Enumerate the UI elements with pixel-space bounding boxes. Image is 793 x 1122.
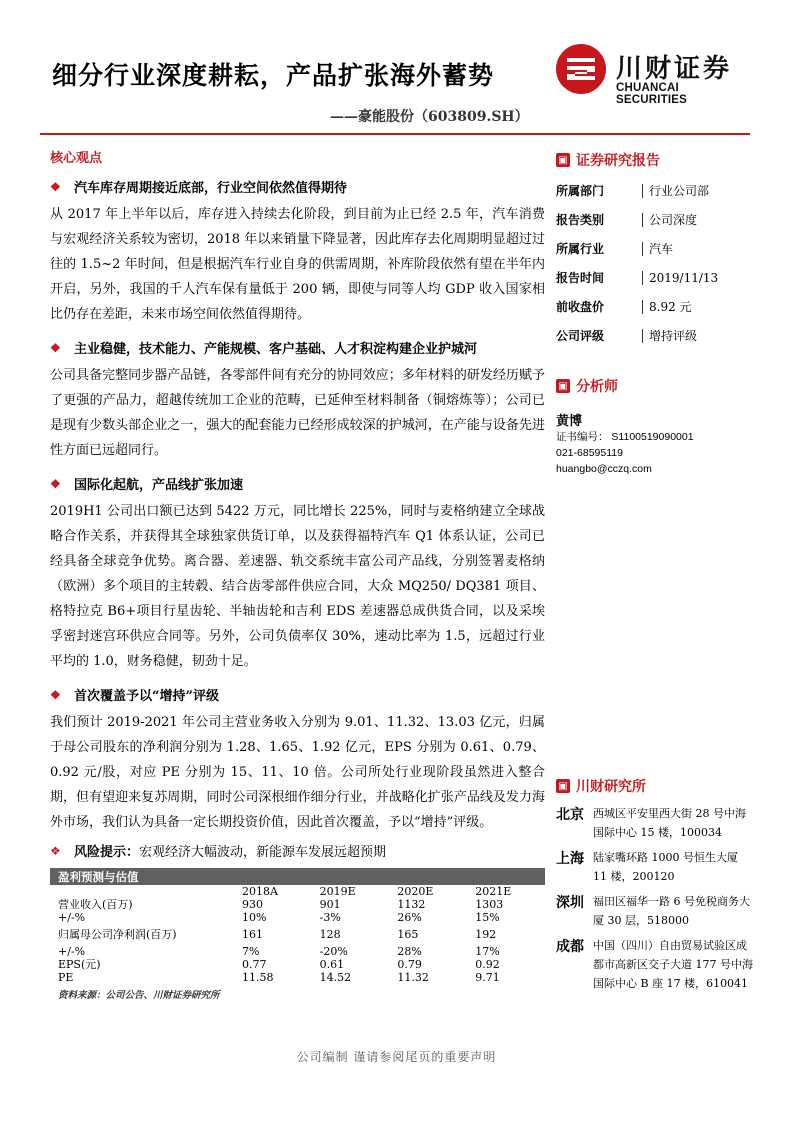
section-body: 2019H1 公司出口额已达到 5422 万元，同比增长 225%，同时与麦格纳建立全球战略合作关系，并获得其全球独家供货订单，以及获得福特汽车 Q1 体系认证，公司已经具备全球竞争优势。离合器、差速器、轨交系统丰富公司产品线，分别签署麦格纳（欧洲）多个项目的主转毂、结合齿零部件供应合同，大众 MQ250/ DQ381 项目、格特拉克 B6+项目行星齿轮、半轴齿轮和吉利 EDS 差速器总成供货合同，以及采埃孚密封迷宫环供应合同等。另外，公司负债率仅 30%，速动比率为 1.5，远超过行业平均的 1.0，财务稳健，韧劲十足。 xyxy=(50,504,545,669)
sidebar xyxy=(556,150,756,477)
office-item: 北京 西城区平安里西大街 28 号中海国际中心 15 楼，100034 xyxy=(556,807,746,839)
report-title: 细分行业深度耕耘，产品扩张海外蓄势 xyxy=(52,61,495,90)
section-heading xyxy=(50,338,545,357)
office-item: 上海 陆家嘴环路 1000 号恒生大厦 11 楼，200120 xyxy=(556,851,738,883)
table-header-row xyxy=(50,885,545,898)
column-header: 2020E xyxy=(397,885,434,898)
research-heading: ▣ 川财研究所 xyxy=(556,776,756,796)
table-row: +/-% 7% -20% 28% 17% xyxy=(58,945,500,958)
logo-chinese-name: 川财证券 xyxy=(616,54,733,84)
brand-logo xyxy=(556,44,746,106)
office-item: 深圳 福田区福华一路 6 号免税商务大厦 30 层，518000 xyxy=(556,895,750,927)
report-info-heading: ▣ 证券研究报告 xyxy=(556,150,756,170)
analyst-email[interactable]: huangbo@cczq.com xyxy=(556,463,652,475)
report-info-list xyxy=(556,176,756,350)
table-row: +/-% 10% -3% 26% 15% xyxy=(58,911,500,924)
table-row: EPS(元) 0.77 0.61 0.79 0.92 xyxy=(58,958,500,971)
page-footer: 公司编制 谨请参阅尾页的重要声明 xyxy=(296,1050,497,1064)
forecast-table xyxy=(50,885,545,984)
header-divider xyxy=(40,133,750,135)
risk-text: 宏观经济大幅波动，新能源车发展远超预期 xyxy=(139,845,387,860)
analyst-cert: 证书编号： S1100519090001 xyxy=(556,431,694,443)
column-header: 2019E xyxy=(319,885,356,898)
logo-mark-icon xyxy=(556,44,606,94)
diamond-bullet-icon: ❖ xyxy=(50,687,61,702)
person-icon: ▣ xyxy=(556,379,570,393)
office-item: 成都 中国（四川）自由贸易试验区成都市高新区交子大道 177 号中海国际中心 B 座 17 楼，610041 xyxy=(556,939,753,990)
section-heading xyxy=(50,177,545,196)
column-header: 2021E xyxy=(475,885,512,898)
section-heading xyxy=(50,474,545,493)
analyst-name: 黄博 xyxy=(556,414,583,429)
research-institute xyxy=(556,776,756,993)
section-heading-text: 国际化起航，产品线扩张加速 xyxy=(74,478,244,493)
diamond-bullet-icon: ❖ xyxy=(50,340,61,355)
risk-warning xyxy=(50,841,545,860)
section-heading-text: 汽车库存周期接近底部，行业空间依然值得期待 xyxy=(74,181,348,196)
info-row: 所属部门 行业公司部 xyxy=(556,183,710,198)
section-heading-text: 首次覆盖予以“增持”评级 xyxy=(74,689,219,704)
section-body: 我们预计 2019-2021 年公司主营业务收入分别为 9.01、11.32、13.03 亿元，归属于母公司股东的净利润分别为 1.28、1.65、1.92 亿元，EPS 分别为 0.61、0.79、0.92 元/股，对应 PE 分别为 15、11、10 倍。公司所处行业现阶段虽然进入整合期，但有望迎来复苏周期，同时公司深根细作细分行业，并战略化扩张产品线及发力海外市场，我们认为具备一定长期投资价值，因此首次覆盖，予以“增持”评级。 xyxy=(50,715,545,830)
table-row: 归属母公司净利润(百万) 161 128 165 192 xyxy=(58,928,497,941)
analyst-phone: 021-68595119 xyxy=(556,447,623,459)
logo-english-name: CHUANCAI SECURITIES xyxy=(616,82,688,106)
section-body: 公司具备完整同步器产品链，各零部件间有充分的协同效应；多年材料的研发经历赋予了更强的产品力，超越传统加工企业的范畴，已延伸至材料制备（铜熔炼等）；公司已是现有少数头部企业之一，强大的配套能力已经形成较深的护城河，在产能与设备先进性方面已远超同行。 xyxy=(50,368,545,458)
table-row: PE 11.58 14.52 11.32 9.71 xyxy=(58,971,500,984)
company-subtitle: ——豪能股份（603809.SH） xyxy=(330,109,529,125)
section-heading-text: 主业稳健，技术能力、产能规模、客户基础、人才积淀构建企业护城河 xyxy=(74,342,478,357)
diamond-bullet-icon: ❖ xyxy=(50,476,61,491)
column-header: 2018A xyxy=(242,885,278,898)
info-row: 公司评级 增持评级 xyxy=(556,328,698,343)
info-row: 报告时间 2019/11/13 xyxy=(556,270,719,285)
table-source: 资料来源：公司公告、川财证券研究所 xyxy=(58,990,220,1001)
info-row: 报告类别 公司深度 xyxy=(556,212,698,227)
section-body: 从 2017 年上半年以后，库存进入持续去化阶段，到目前为止已经 2.5 年，汽车消费与宏观经济关系较为密切，2018 年以来销量下降显著，因此库存去化周期明显超过过往的 1.5~2 年时间，但是根据汽车行业自身的供需周期，补库阶段依然有望在半年内开启，另外，我国的千人汽车保有量低于 200 辆，即使与同等人均 GDP 收入国家相比仍存在差距，未来市场空间依然值得期待。 xyxy=(50,207,545,322)
section-heading xyxy=(50,685,545,704)
diamond-bullet-icon: ❖ xyxy=(50,179,61,194)
book-icon: ▣ xyxy=(556,153,570,167)
analyst-heading: ▣ 分析师 xyxy=(556,376,756,396)
forecast-table-title: 盈利预测与估值 xyxy=(50,868,545,885)
info-row: 前收盘价 8.92 元 xyxy=(556,299,692,314)
info-row: 所属行业 汽车 xyxy=(556,241,674,256)
table-row: 营业收入(百万) 930 901 1132 1303 xyxy=(58,898,504,911)
building-icon: ▣ xyxy=(556,779,570,793)
core-view-label: 核心观点 xyxy=(50,151,103,166)
main-column xyxy=(50,140,545,1001)
diamond-bullet-icon: ❖ xyxy=(50,843,61,858)
risk-label: 风险提示： xyxy=(74,845,140,860)
